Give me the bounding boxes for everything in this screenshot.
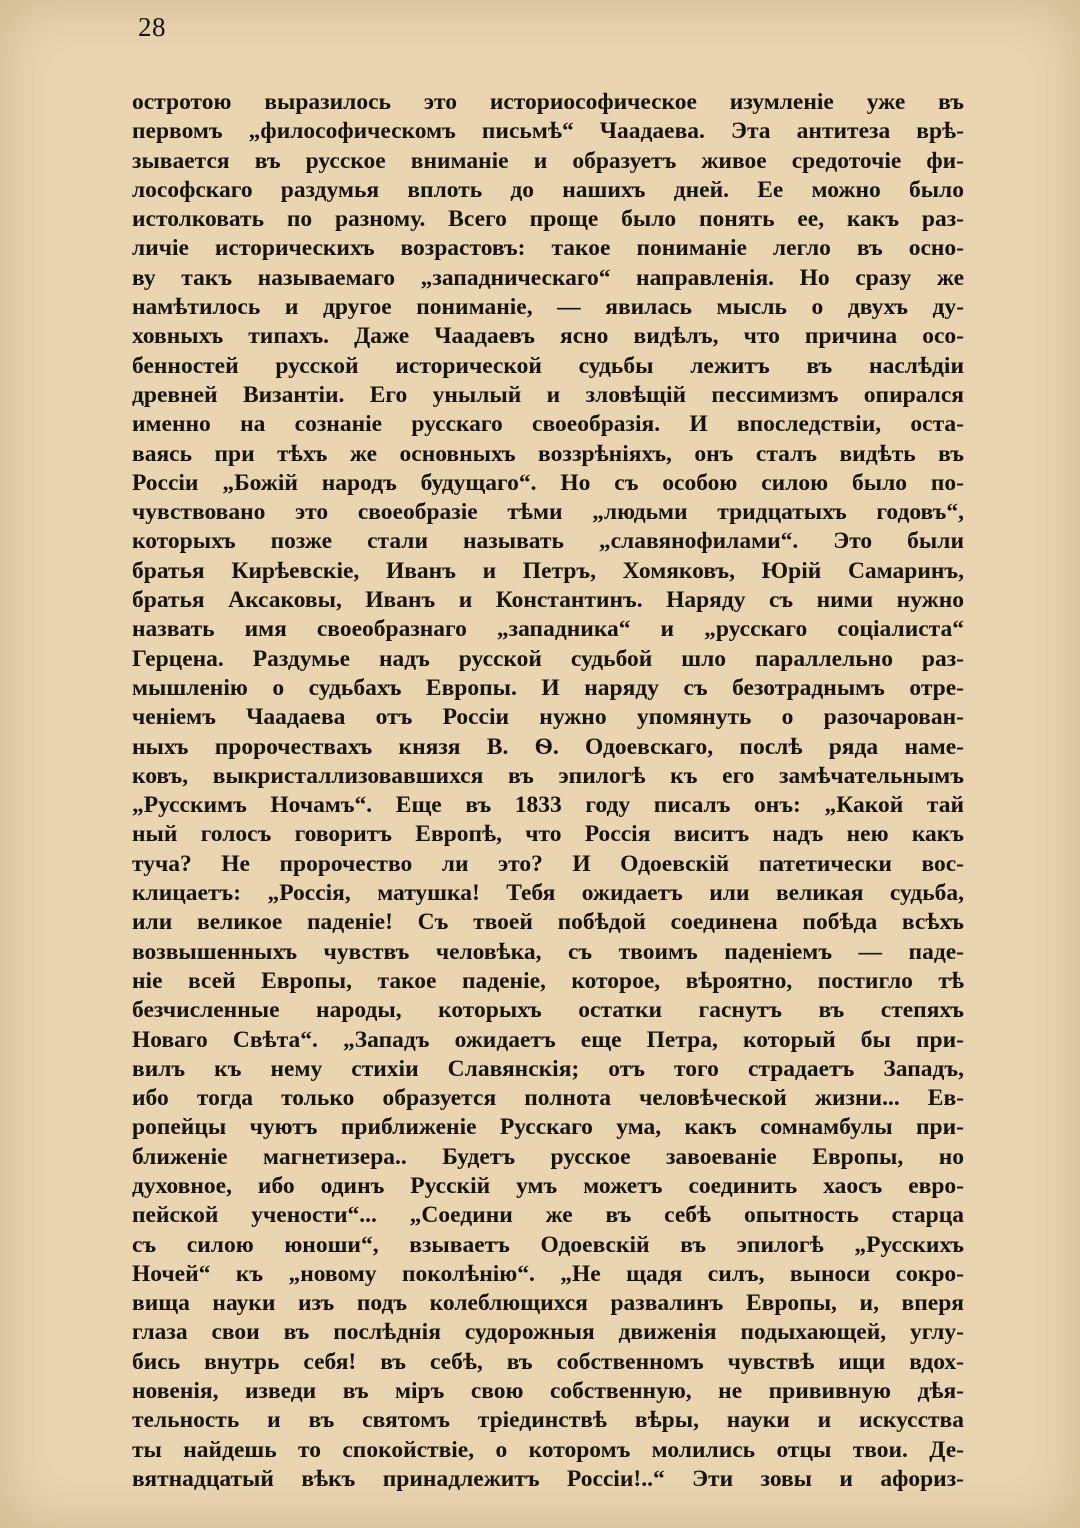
text-line: которыхъ позже стали называть „славянофилами“. Это были <box>132 528 964 555</box>
text-line: вятнадцатый вѣкъ принадлежитъ Россіи!..“ Эти зовы и афориз- <box>132 1465 964 1492</box>
text-line: ропейцы чуютъ приближеніе Русскаго ума, какъ сомнамбулы при- <box>132 1114 964 1141</box>
text-line: намѣтилось и другое пониманіе, — явилась мысль о двухъ ду- <box>132 294 964 321</box>
text-line: братья Аксаковы, Иванъ и Константинъ. Наряду съ ними нужно <box>132 587 964 614</box>
text-line: назвать имя своеобразнаго „западника“ и „русскаго соціалиста“ <box>132 616 964 643</box>
text-line: мышленію о судьбахъ Европы. И наряду съ безотраднымъ отре- <box>132 674 964 701</box>
text-line: ты найдешь то спокойствіе, о которомъ молились отцы твои. Де- <box>132 1436 964 1463</box>
text-line: Новаго Свѣта“. „Западъ ожидаетъ еще Петра, который бы при- <box>132 1026 964 1053</box>
text-line: съ силою юноши“, взываетъ Одоевскій въ эпилогѣ „Русскихъ <box>132 1231 964 1258</box>
text-line: личіе историческихъ возрастовъ: такое пониманіе легло въ осно- <box>132 235 964 262</box>
text-line: чувствовано это своеобразіе тѣми „людьми тридцатыхъ годовъ“, <box>132 499 964 526</box>
text-line: ибо тогда только образуется полнота человѣческой жизни... Ев- <box>132 1085 964 1112</box>
text-line: или великое паденіе! Съ твоей побѣдой соединена побѣда всѣхъ <box>132 909 964 936</box>
text-line: ву такъ называемаго „западническаго“ направленія. Но сразу же <box>132 264 964 291</box>
text-line: первомъ „философическомъ письмѣ“ Чаадаева. Эта антитеза врѣ- <box>132 118 964 145</box>
text-line: ный голосъ говоритъ Европѣ, что Россія виситъ надъ нею какъ <box>132 821 964 848</box>
page-number: 28 <box>138 12 166 42</box>
text-line: ховныхъ типахъ. Даже Чаадаевъ ясно видѣлъ, что причина осо- <box>132 323 964 350</box>
text-line: зывается въ русское вниманіе и образуетъ живое средоточіе фи- <box>132 147 964 174</box>
text-line: именно на сознаніе русскаго своеобразія. И впоследствіи, оста- <box>132 411 964 438</box>
text-line: ныхъ пророчествахъ князя В. Ѳ. Одоевскаго, послѣ ряда наме- <box>132 733 964 760</box>
text-line: ковъ, выкристаллизовавшихся въ эпилогѣ къ его замѣчательнымъ <box>132 762 964 789</box>
text-line: лософскаго раздумья вплоть до нашихъ дней. Ее можно было <box>132 176 964 203</box>
text-line: духовное, ибо одинъ Русскій умъ можетъ соединить хаосъ евро- <box>132 1172 964 1199</box>
text-line: истолковать по разному. Всего проще было понять ее, какъ раз- <box>132 206 964 233</box>
text-line: бенностей русской исторической судьбы лежитъ въ наслѣдіи <box>132 352 964 379</box>
text-line: туча? Не пророчество ли это? И Одоевскій патетически вос- <box>132 850 964 877</box>
text-line: „Русскимъ Ночамъ“. Еще въ 1833 году писалъ онъ: „Какой тай <box>132 792 964 819</box>
text-line: пейской учености“... „Соедини же въ себѣ опытность старца <box>132 1202 964 1229</box>
text-line: ніе всей Европы, такое паденіе, которое, вѣроятно, постигло тѣ <box>132 967 964 994</box>
text-line: ближеніе магнетизера.. Будетъ русское завоеваніе Европы, но <box>132 1143 964 1170</box>
text-line: клицаетъ: „Россія, матушка! Тебя ожидаетъ или великая судьба, <box>132 880 964 907</box>
text-line: древней Византіи. Его унылый и зловѣщій пессимизмъ опирался <box>132 381 964 408</box>
text-line: тельность и въ святомъ тріединствѣ вѣры, науки и искусства <box>132 1407 964 1434</box>
text-line: ченіемъ Чаадаева отъ Россіи нужно упомянуть о разочарован- <box>132 704 964 731</box>
body-text <box>132 88 964 1494</box>
text-line: глаза свои въ послѣднія судорожныя движенія подыхающей, углу- <box>132 1319 964 1346</box>
text-line: вища науки изъ подъ колеблющихся развалинъ Европы, и, вперя <box>132 1290 964 1317</box>
text-line: вилъ къ нему стихіи Славянскія; отъ того страдаетъ Западъ, <box>132 1055 964 1082</box>
text-line: безчисленные народы, которыхъ остатки гаснутъ въ степяхъ <box>132 997 964 1024</box>
text-line: ваясь при тѣхъ же основныхъ воззрѣніяхъ, онъ сталъ видѣть въ <box>132 440 964 467</box>
text-line: бись внутрь себя! въ себѣ, въ собственномъ чувствѣ ищи вдох- <box>132 1348 964 1375</box>
text-line: Ночей“ къ „новому поколѣнію“. „Не щадя силъ, выноси сокро- <box>132 1260 964 1287</box>
text-line: остротою выразилось это историософическое изумленіе уже въ <box>132 89 964 115</box>
text-line: новенія, изведи въ міръ свою собственную, не прививную дѣя- <box>132 1378 964 1405</box>
text-line: возвышенныхъ чувствъ человѣка, съ твоимъ паденіемъ — паде- <box>132 938 964 965</box>
text-line: Герцена. Раздумье надъ русской судьбой шло параллельно раз- <box>132 645 964 672</box>
text-line: Россіи „Божій народъ будущаго“. Но съ особою силою было по- <box>132 469 964 496</box>
text-line: братья Кирѣевскіе, Иванъ и Петръ, Хомяковъ, Юрій Самаринъ, <box>132 557 964 584</box>
